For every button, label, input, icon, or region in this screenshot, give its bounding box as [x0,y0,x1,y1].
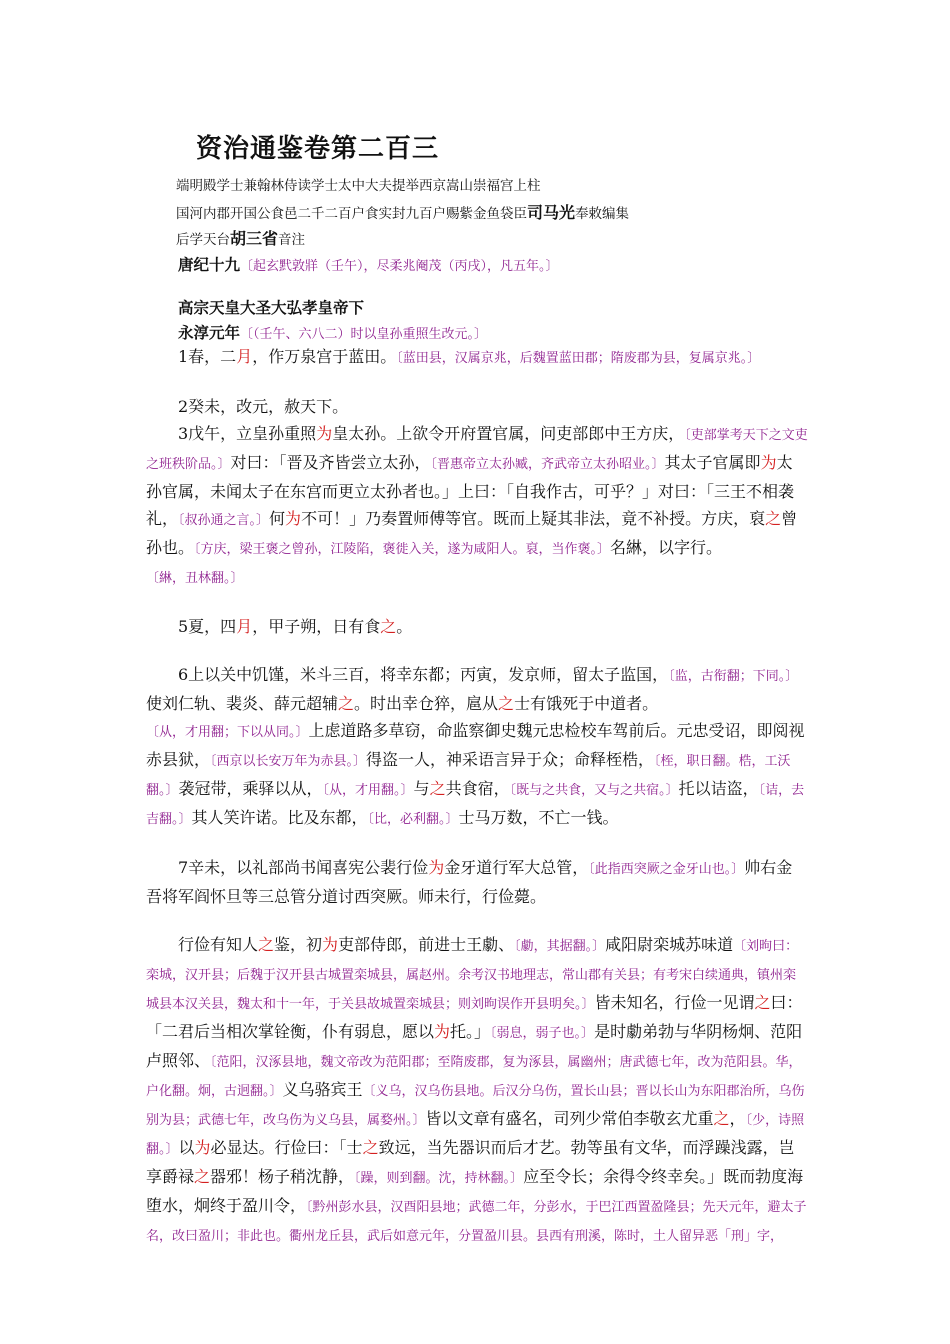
paragraph-5 [146,613,808,640]
text-run: 2癸未，改元，赦天下。 [178,397,349,416]
commentary-note: 〔刘昫曰：栾城，汉开县；后魏于汉开县古城置栾城县，属赵州。余考汉书地理志，常山郡有关县；有考宋白续通典，镇州栾城县本汉关县，魏太和十一年，于关县故城置栾城县；则刘昫误作开县明矣。〕 [146,939,799,1012]
text-run: 6上以关中饥馑，米斗三百，将幸东都；丙寅，发京师，留太子监国， [178,665,669,684]
annotator-name: 胡三省 [230,229,279,248]
highlight-char: 为 [322,935,339,954]
text-run: 鉴，初 [274,935,323,954]
text-run: 其人笑许诺。比及东都， [191,808,368,827]
text-run: 行俭有知人 [178,935,259,954]
annotator-suffix: 音注 [278,232,306,248]
text-run: 曰：「二君后当相次掌铨衡，仆有弱息，愿以 [146,993,803,1041]
text-run: 皆以文章有盛名，司列少常伯李敬玄尤重 [425,1109,714,1128]
highlight-char: 之 [380,617,397,636]
highlight-char: 之 [429,779,446,798]
paragraph-1 [146,343,808,372]
chapter-heading [178,253,559,275]
era-name: 永淳元年 [178,323,241,342]
highlight-char: 月 [236,347,253,366]
text-run: 曾孙也。 [146,509,798,557]
text-run: 士马万数，不亡一钱。 [458,808,619,827]
paragraph-2 [146,393,808,420]
highlight-char: 之 [754,993,771,1012]
text-run: 共食宿， [445,779,510,798]
author-name: 司马光 [527,203,576,222]
main-text [146,343,808,1271]
commentary-note: 〔监，古衔翻；下同。〕 [668,669,799,684]
text-run: 上虑道路多草窃，命监察御史魏元忠检校车驾前后。元忠受诏，即阅视赤县狱， [146,721,805,769]
chapter-note: 〔起玄黓敦牂（壬午），尽柔兆阉茂（丙戌），凡五年。〕 [240,259,559,274]
annotator-prefix: 后学天台 [176,232,230,248]
text-run: 3戊午，立皇孙重照 [178,424,317,443]
highlight-char: 之 [713,1109,730,1128]
annotator-line [176,229,305,250]
text-run: ，甲子朔，日有食 [252,617,381,636]
text-run: 士有饿死于中道者。 [514,694,659,713]
text-run: 致远，当先器识而后才艺。勃等虽有文华，而浮躁浅露，岂享爵禄 [146,1138,795,1186]
text-run: 太孙官属，未闻太子在东宫而更立太孙者也。」上曰：「自我作古，可乎？」对曰：「三王不相袭礼， [146,453,795,528]
commentary-note: 〔从，才用翻；下以从同。〕 [146,725,309,740]
commentary-note: 〔吏部掌考天下之文吏之班秩阶品。〕 [146,428,808,472]
text-run: 7辛未，以礼部尚书闻喜宪公裴行俭 [178,858,429,877]
highlight-char: 为 [194,1138,211,1157]
commentary-note: 〔方庆，梁王褒之曾孙，江陵陷，褒徙入关，遂为咸阳人。裒，当作褒。〕 [194,542,611,557]
document-title: 资治通鉴卷第二百三 [196,134,440,164]
text-run: 何 [269,509,286,528]
commentary-note: 〔弱息，弱子也。〕 [490,1026,595,1041]
highlight-char: 为 [285,509,302,528]
commentary-note: 〔桎，职日翻。梏，工沃翻。〕 [146,754,791,798]
author-line-2-suffix: 奉敕编集 [575,206,630,222]
text-run: 对曰：「晋及齐皆尝立太孙， [230,453,431,472]
text-run: 应至令长；余得令终幸矣。」既而勃度海堕水，炯终于盈川令， [146,1167,804,1215]
text-run: 义乌骆宾王 [282,1080,363,1099]
text-run: 袭冠带，乘驿以从， [178,779,323,798]
commentary-note: 〔蓝田县，汉属京兆，后魏置蓝田郡；隋废郡为县，复属京兆。〕 [396,351,761,366]
text-run: 名綝，以字行。 [610,538,723,557]
paragraph-8 [146,931,808,1250]
text-run: 其太子官属即 [664,453,761,472]
highlight-char: 之 [258,935,275,954]
commentary-note: 〔綝，丑林翻。〕 [146,571,244,586]
paragraph-6 [146,661,808,833]
commentary-note: 〔西京以长安万年为赤县。〕 [210,754,367,769]
era-note: 〔（壬午、六八二）时以皇孙重照生改元。〕 [240,327,488,342]
text-run: 托以诘盗， [678,779,759,798]
text-run: 5夏，四 [178,617,237,636]
text-run: 1春，二 [178,347,237,366]
commentary-note: 〔既与之共食，又与之共宿。〕 [509,783,679,798]
text-run: 使刘仁轨、裴炎、薛元超辅 [146,694,339,713]
highlight-char: 为 [760,453,777,472]
text-run: 皇太孙。上欲令开府置官属，问吏部郎中王方庆， [332,424,685,443]
text-run: 与 [413,779,430,798]
text-run: 是时勮弟勃与华阴杨炯、范阳卢照邻、 [146,1022,803,1070]
commentary-note: 〔范阳，汉涿县地，魏文帝改为范阳郡；至隋废郡，复为涿县，属幽州；唐武德七年，改为范阳县。华，户化翻。炯，古迥翻。〕 [146,1055,802,1099]
text-run: 托。」 [450,1022,491,1041]
text-run: 皆未知名，行俭一见谓 [594,993,755,1012]
text-run: 吏部侍郎，前进士王勮、 [338,935,515,954]
text-run: 器邪！杨子稍沈静， [210,1167,355,1186]
author-line-1-text: 端明殿学士兼翰林侍读学士太中大夫提举西京嵩山崇福宫上柱 [176,178,541,194]
highlight-char: 月 [236,617,253,636]
highlight-char: 之 [338,694,355,713]
text-run: 金牙道行军大总管， [444,858,589,877]
commentary-note: 〔从，才用翻。〕 [322,783,414,798]
commentary-note: 〔诘，去吉翻。〕 [146,783,805,827]
commentary-note: 〔少，诗照翻。〕 [146,1113,805,1157]
text-run: 不可！」乃奏置师傅等官。既而上疑其非法，竟不补授。方庆，裒 [301,509,766,528]
text-run: ， [729,1109,746,1128]
highlight-char: 之 [765,509,782,528]
commentary-note: 〔黔州彭水县，汉酉阳县地；武德二年，分彭水，于巴江西置盈隆县；先天元年，避太子名，改曰盈川；非此也。衢州龙丘县，武后如意元年，分置盈川县。县西有刑溪，陈时，土人留异恶「刑」字， [146,1200,807,1244]
commentary-note: 〔此指西突厥之金牙山也。〕 [588,862,745,877]
commentary-note: 〔勮，其据翻。〕 [514,939,606,954]
text-run: ，作万泉宫于蓝田。 [252,347,397,366]
emperor-heading: 高宗天皇大圣大弘孝皇帝下 [178,298,365,317]
commentary-note: 〔晋惠帝立太孙臧，齐武帝立太孙昭业。〕 [430,457,665,472]
text-run: 咸阳尉栾城苏味道 [605,935,734,954]
commentary-note: 〔叔孙通之言。〕 [178,513,270,528]
chapter-name: 唐纪十九 [178,255,241,274]
author-line-2 [176,203,629,224]
paragraph-3 [146,420,808,592]
text-run: 。 [396,617,413,636]
paragraph-7 [146,854,808,910]
highlight-char: 为 [428,858,445,877]
text-run: 以 [178,1138,195,1157]
era-heading [178,321,487,343]
highlight-char: 为 [316,424,333,443]
highlight-char: 之 [194,1167,211,1186]
highlight-char: 之 [498,694,515,713]
text-run: 得盗一人，神采语言异于众；命释桎梏， [366,750,655,769]
text-run: 必显达。行俭曰：「士 [210,1138,363,1157]
commentary-note: 〔义乌，汉乌伤县地。后汉分乌伤，置长山县；晋以长山为东阳郡治所，乌伤别为县；武德七年，改乌伤为义乌县，属婺州。〕 [146,1084,805,1128]
text-run: 帅右金吾将军阎怀旦等三总管分道讨西突厥。师未行，行俭薨。 [146,858,793,906]
commentary-note: 〔躁，则到翻。沈，持林翻。〕 [354,1171,524,1186]
commentary-note: 〔比，必利翻。〕 [367,812,459,827]
highlight-char: 为 [434,1022,451,1041]
author-line-1 [176,176,541,196]
highlight-char: 之 [362,1138,379,1157]
author-line-2-text: 国河内郡开国公食邑二千二百户食实封九百户赐紫金鱼袋臣 [176,206,527,222]
text-run: 。时出幸仓猝，扈从 [354,694,499,713]
